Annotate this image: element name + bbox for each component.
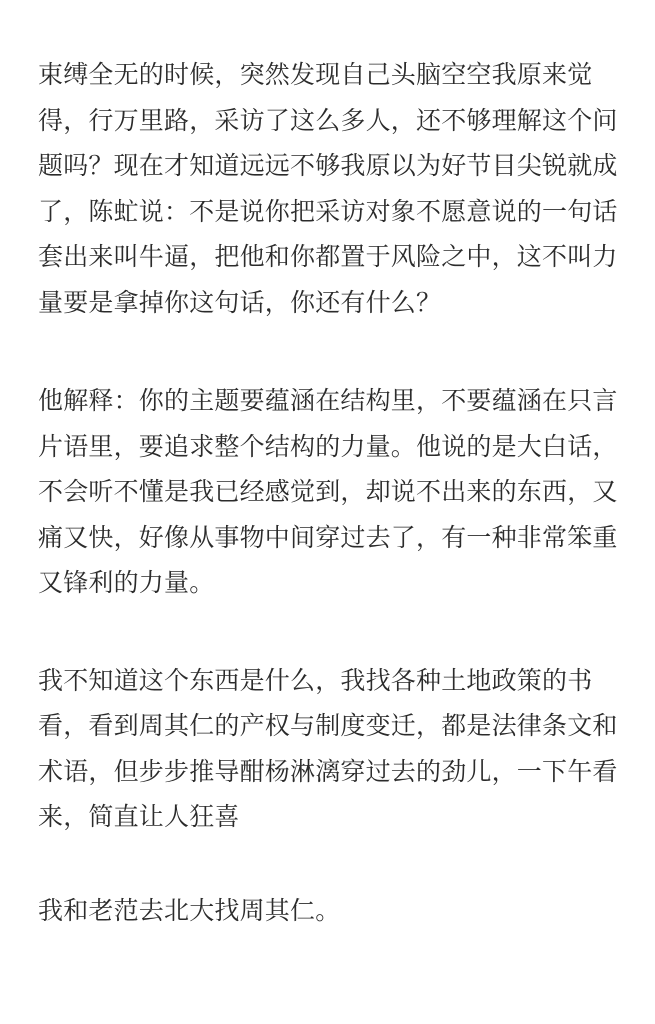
paragraph-4: 我和老范去北大找周其仁。 — [38, 895, 341, 925]
paragraph-2: 他解释：你的主题要蕴涵在结构里，不要蕴涵在只言片语里，要追求整个结构的力量。他说的是大白话，不会听不懂是我已经感觉到，却说不出来的东西，又痛又快，好像从事物中间穿过去了，有一种非常笨重又锋利的力量。 — [38, 386, 618, 597]
paragraph-1: 束缚全无的时候，突然发现自己头脑空空我原来觉得，行万里路，采访了这么多人，还不够理解这个问题吗？现在才知道远远不够我原以为好节目尖锐就成了，陈虻说：不是说你把采访对象不愿意说的一句话套出来叫牛逼，把他和你都置于风险之中，这不叫力量要是拿掉你这句话，你还有什么？ — [38, 60, 618, 317]
paragraph-3: 我不知道这个东西是什么，我找各种土地政策的书看，看到周其仁的产权与制度变迁，都是法律条文和术语，但步步推导酣杨淋漓穿过去的劲儿，一下午看来，简直让人狂喜 — [38, 665, 618, 831]
